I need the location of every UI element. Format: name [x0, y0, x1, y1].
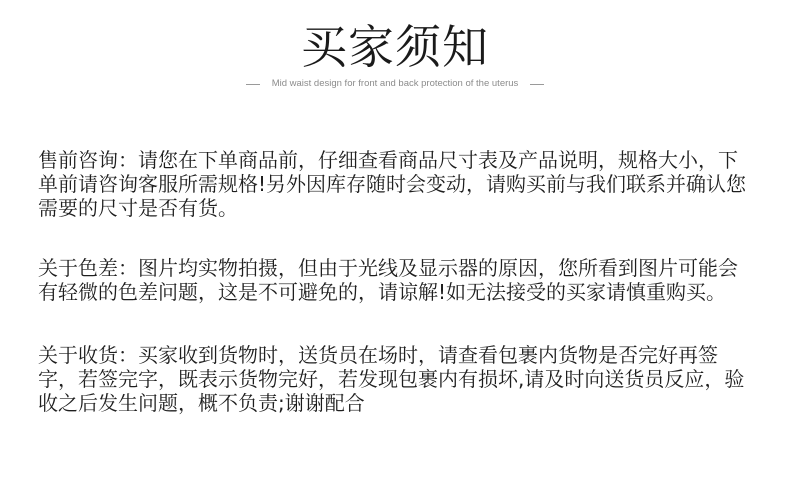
- delivery-receipt-notice: 关于收货：买家收到货物时，送货员在场时，请查看包裹内货物是否完好再签字，若签完字，既表示货物完好，若发现包裹内有损坏,请及时向送货员反应，验收之后发生问题，概不负责;谢谢配合: [38, 343, 745, 415]
- color-difference-notice: 关于色差：图片均实物拍摄，但由于光线及显示器的原因，您所看到图片可能会有轻微的色差问题，这是不可避免的，请谅解!如无法接受的买家请慎重购买。: [38, 256, 738, 304]
- subtitle-dash-right: [530, 84, 544, 85]
- subtitle-dash-left: [246, 84, 260, 85]
- page-title: 买家须知: [301, 20, 489, 74]
- subtitle-row: [0, 78, 790, 90]
- subtitle: Mid waist design for front and back protection of the uterus: [271, 78, 519, 89]
- pre-sale-consultation-notice: 售前咨询：请您在下单商品前，仔细查看商品尺寸表及产品说明，规格大小，下单前请咨询客服所需规格!另外因库存随时会变动，请购买前与我们联系并确认您需要的尺寸是否有货。: [38, 148, 747, 220]
